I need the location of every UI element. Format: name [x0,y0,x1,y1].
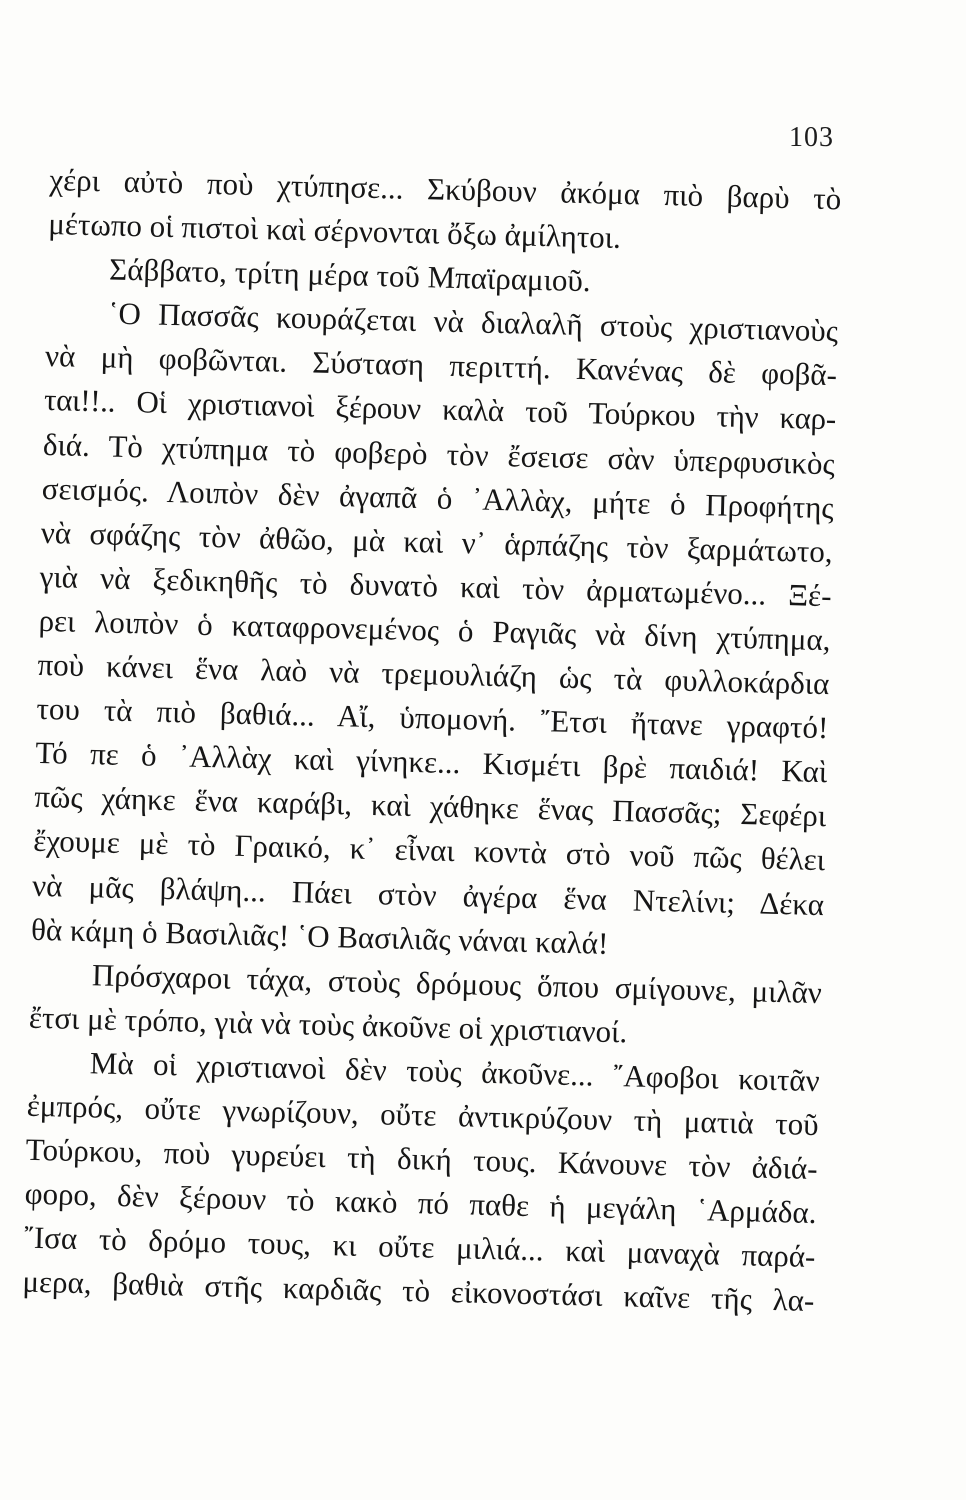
text-line: χέρι αὐτὸ ποὺ χτύπησε... Σκύβουν ἀκόμα πιὸ βαρὺ τὸ [49,161,842,217]
page-number: 103 [789,122,834,153]
text-line: Μὰ οἱ χριστιανοὶ δὲν τοὺς ἀκοῦνε... ῎Αφοβοι κοιτᾶν [89,1045,821,1098]
text-line: νὰ σφάζης τὸν ἀθῶο, μὰ καὶ ν᾿ ἁρπάζης τὸν ξαρμάτωτο, [40,514,834,569]
text-line: ῎Ισα τὸ δρόμο τους, κι οὔτε μιλιά... καὶ μαναχὰ παρά- [23,1219,816,1275]
body-text [22,158,842,1323]
text-line: του τὰ πιὸ βαθιά... Αἴ, ὑπομονή. ῎Ετσι ἤτανε γραφτό! [36,690,829,746]
text-line: ται!!.. Οἱ χριστιανοὶ ξέρουν καλὰ τοῦ Τούρκου τὴν καρ- [43,382,837,437]
text-line: ἔτσι μὲ τρόπο, γιὰ νὰ τοὺς ἀκοῦνε οἱ χριστιανοί. [28,999,628,1050]
text-line: διά. Τὸ χτύπημα τὸ φοβερὸ τὸν ἔσεισε σὰν ὑπερφυσικὸς [42,426,836,481]
text-line: ἐμπρός, οὔτε γνωρίζουν, οὔτε ἀντικρύζουν τὴ ματιὰ τοῦ [26,1087,820,1143]
text-line: ἔχουμε μὲ τὸ Γραικό, κ᾿ εἶναι κοντὰ στὸ νοῦ πῶς θέλει [32,823,826,878]
text-line: Πρόσχαροι τάχα, στοὺς δρόμους ὅπου σμίγουνε, μιλᾶν [91,956,823,1010]
text-line: Τούρκου, ποὺ γυρεύει τὴ δική τους. Κάνουνε τὸν ἀδιά- [25,1131,818,1187]
text-line: ποὺ κάνει ἕνα λαὸ νὰ τρεμουλιάζη ὡς τὰ φυλλοκάρδια [37,646,830,702]
text-line: ρει λοιπὸν ὁ καταφρονεμένος ὁ Ραγιᾶς νὰ δίνη χτύπημα, [38,602,831,658]
text-line: Τό πε ὁ ᾿Αλλὰχ καὶ γίνηκε... Κισμέτι βρὲ παιδιά! Καὶ [35,735,828,790]
text-line: νὰ μὴ φοβῶνται. Σύσταση περιττή. Κανένας δὲ φοβᾶ- [44,338,838,393]
text-line: μέτωπο οἱ πιστοὶ καὶ σέρνονται ὄξω ἀμίλητοι. [47,206,622,256]
text-line: θὰ κάμη ὁ Βασιλιᾶς! ῾Ο Βασιλιᾶς νάναι καλά! [30,911,609,961]
text-line: μερα, βαθιὰ στῆς καρδιᾶς τὸ εἰκονοστάσι καῖνε τῆς λα- [22,1264,815,1319]
text-line: ῾Ο Πασσᾶς κουράζεται νὰ διαλαλῆ στοὺς χριστιανοὺς [107,295,839,349]
text-line: σεισμός. Λοιπὸν δὲν ἀγαπᾶ ὁ ᾿Αλλὰχ, μήτε ὁ Προφήτης [41,470,835,525]
text-line: νὰ μᾶς βλάψη... Πάει στὸν ἀγέρα ἕνα Ντελίνι; Δέκα [31,867,825,922]
text-line: γιὰ νὰ ξεδικηθῆς τὸ δυνατὸ καὶ τὸν ἀρματωμένο... Ξέ- [39,558,832,614]
text-line: φορο, δὲν ξέρουν τὸ κακὸ πό παθε ἡ μεγάλη ῾Αρμάδα. [24,1175,817,1231]
text-line: πῶς χάηκε ἕνα καράβι, καὶ χάθηκε ἕνας Πασσᾶς; Σεφέρι [33,779,827,834]
text-line: Σάββατο, τρίτη μέρα τοῦ Μπαϊραμιοῦ. [108,251,592,299]
